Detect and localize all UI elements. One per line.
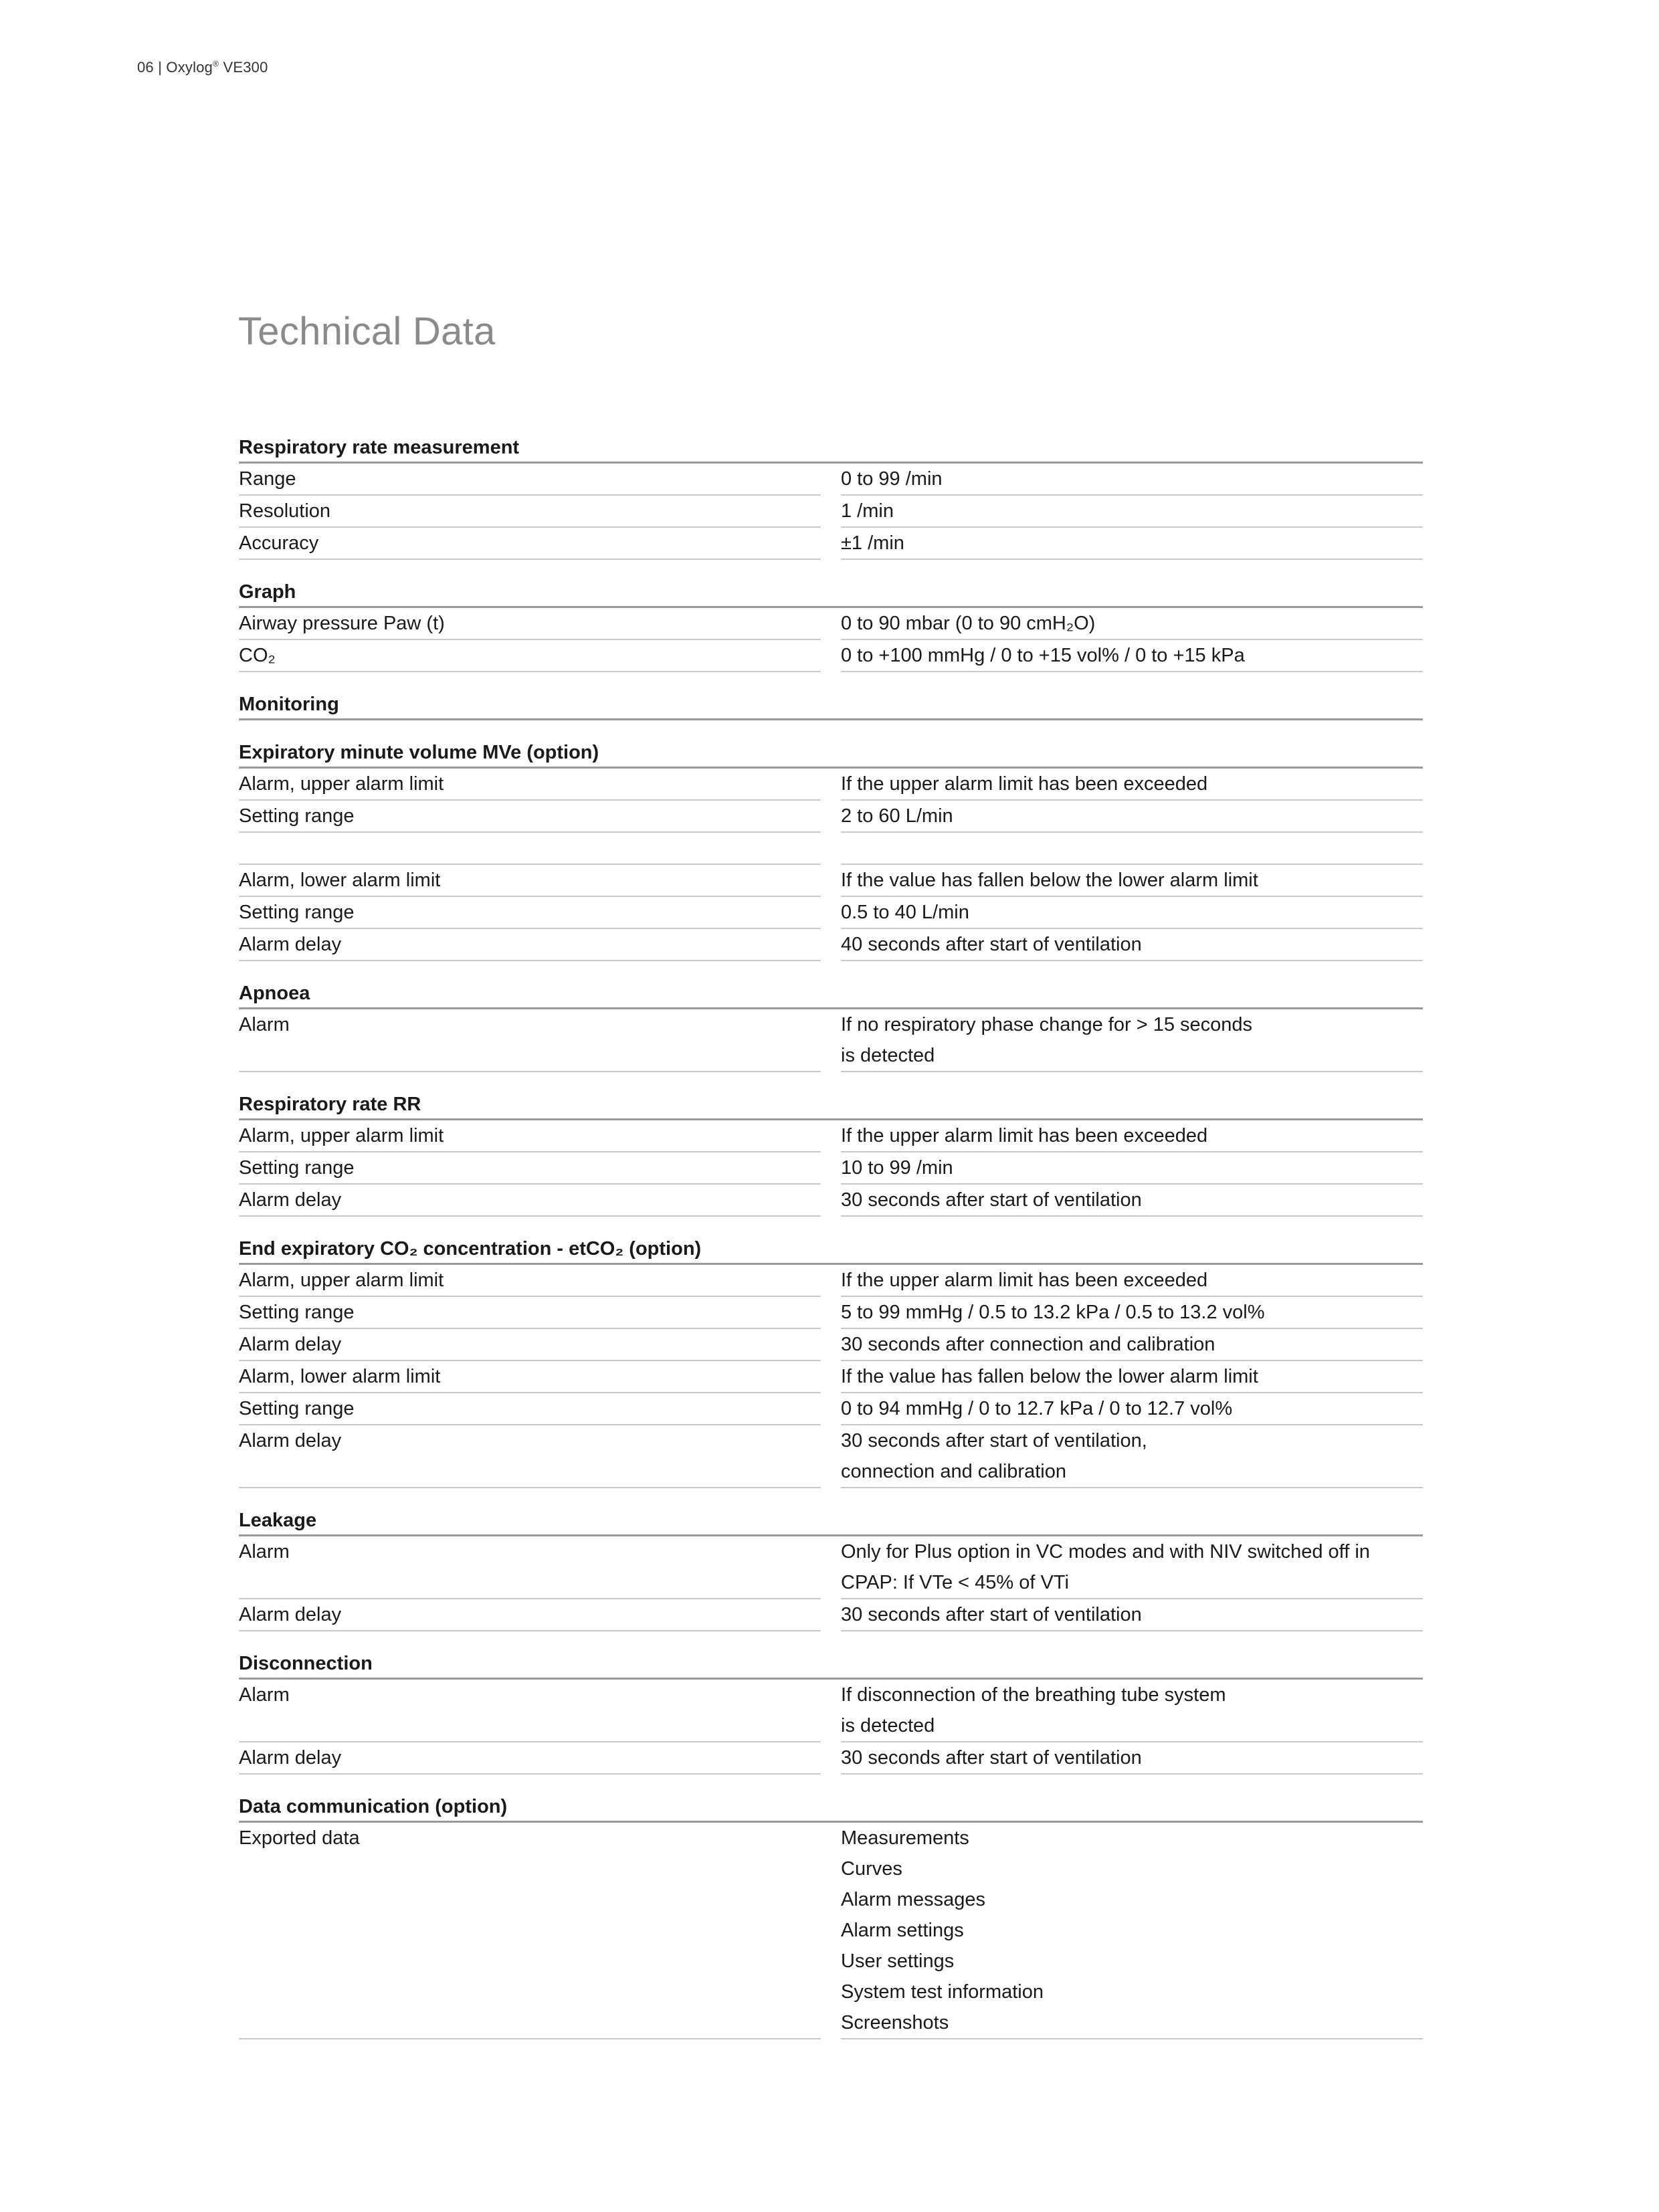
product-name: Oxylog (166, 59, 213, 76)
label-line: Airway pressure Paw (t) (239, 613, 445, 634)
label-line: Range (239, 468, 296, 490)
row-label (239, 1185, 821, 1217)
row-value (841, 640, 1423, 672)
row-value (841, 1536, 1423, 1599)
table-row (239, 1152, 1423, 1185)
value-line: If disconnection of the breathing tube system (841, 1684, 1226, 1706)
row-label (239, 1329, 821, 1361)
table-row (239, 865, 1423, 897)
row-value (841, 1185, 1423, 1217)
table-row (239, 496, 1423, 528)
table-row (239, 528, 1423, 560)
value-line: If the upper alarm limit has been exceeded (841, 1125, 1208, 1146)
value-line: 2 to 60 L/min (841, 805, 953, 827)
value-line: 30 seconds after start of ventilation (841, 1604, 1142, 1625)
table-row (239, 1265, 1423, 1297)
row-label (239, 1599, 821, 1631)
table-row (239, 1425, 1423, 1488)
table-row (239, 464, 1423, 496)
table-row (239, 929, 1423, 961)
row-label (239, 1680, 821, 1742)
value-line: Only for Plus option in VC modes and with NIV switched off in (841, 1541, 1370, 1563)
value-line: 40 seconds after start of ventilation (841, 934, 1142, 955)
value-line: 30 seconds after start of ventilation, (841, 1430, 1147, 1451)
label-line: Setting range (239, 1157, 355, 1179)
section-title: Expiratory minute volume MVe (option) (239, 738, 1423, 769)
row-label (239, 1297, 821, 1329)
table-row (239, 801, 1423, 833)
value-line: 0 to 94 mmHg / 0 to 12.7 kPa / 0 to 12.7 vol% (841, 1398, 1233, 1419)
header-separator: | (158, 59, 163, 76)
table-row (239, 1185, 1423, 1217)
row-label (239, 496, 821, 528)
row-label (239, 1823, 821, 2039)
row-label (239, 833, 821, 865)
label-line (239, 1946, 821, 1977)
value-line: Screenshots (841, 2012, 949, 2033)
value-line: 30 seconds after start of ventilation (841, 1747, 1142, 1769)
section-title: Respiratory rate RR (239, 1090, 1423, 1120)
row-label (239, 1536, 821, 1599)
row-value (841, 1680, 1423, 1742)
row-label (239, 608, 821, 640)
row-value (841, 1742, 1423, 1775)
value-line: Alarm settings (841, 1920, 964, 1941)
row-label (239, 528, 821, 560)
label-line: Alarm, upper alarm limit (239, 1125, 444, 1146)
value-line: 1 /min (841, 500, 894, 522)
label-line: Alarm delay (239, 1189, 342, 1211)
value-line: 5 to 99 mmHg / 0.5 to 13.2 kPa / 0.5 to 13.2 vol% (841, 1302, 1265, 1323)
table-row (239, 640, 1423, 672)
row-value (841, 1297, 1423, 1329)
value-line: 30 seconds after start of ventilation (841, 1189, 1142, 1211)
label-line: Setting range (239, 805, 355, 827)
label-line: Alarm delay (239, 1430, 342, 1451)
label-line: Alarm (239, 1014, 290, 1035)
row-value (841, 897, 1423, 929)
row-label (239, 1361, 821, 1393)
row-label (239, 1009, 821, 1072)
label-line: Alarm delay (239, 1334, 342, 1355)
label-line: Alarm, lower alarm limit (239, 1366, 441, 1387)
value-line: 10 to 99 /min (841, 1157, 953, 1179)
value-line: If the upper alarm limit has been exceeded (841, 773, 1208, 795)
label-line: Alarm delay (239, 934, 342, 955)
row-value (841, 1823, 1423, 2039)
table-row (239, 1297, 1423, 1329)
row-value (841, 528, 1423, 560)
product-model: VE300 (223, 59, 268, 76)
row-value (841, 801, 1423, 833)
label-line: Alarm (239, 1541, 290, 1563)
row-label (239, 1425, 821, 1488)
row-value (841, 1425, 1423, 1488)
table-row (239, 1329, 1423, 1361)
value-line: 0 to 90 mbar (0 to 90 cmH₂O) (841, 613, 1096, 634)
section-title: Leakage (239, 1506, 1423, 1536)
row-value (841, 865, 1423, 897)
value-line: is detected (841, 1715, 935, 1736)
value-line: CPAP: If VTe < 45% of VTi (841, 1572, 1069, 1593)
value-line: 0 to 99 /min (841, 468, 943, 490)
value-line: 0 to +100 mmHg / 0 to +15 vol% / 0 to +15 kPa (841, 645, 1245, 666)
section-title: Data communication (option) (239, 1793, 1423, 1823)
row-value (841, 1393, 1423, 1425)
label-line: Exported data (239, 1827, 360, 1849)
label-line (239, 1567, 821, 1598)
row-label (239, 1120, 821, 1152)
row-label (239, 464, 821, 496)
label-line: Alarm, upper alarm limit (239, 1270, 444, 1291)
row-value (841, 496, 1423, 528)
label-line: Alarm, lower alarm limit (239, 870, 441, 891)
technical-data-table (239, 433, 1423, 2039)
row-label (239, 929, 821, 961)
row-label (239, 1152, 821, 1185)
label-line: Accuracy (239, 532, 319, 554)
row-label (239, 1393, 821, 1425)
value-line: If the value has fallen below the lower alarm limit (841, 1366, 1258, 1387)
table-row (239, 1120, 1423, 1152)
table-row (239, 1393, 1423, 1425)
page-header (137, 59, 268, 76)
table-row (239, 608, 1423, 640)
value-line: 30 seconds after connection and calibration (841, 1334, 1215, 1355)
section-title: Monitoring (239, 690, 1423, 720)
row-label (239, 865, 821, 897)
section-title: End expiratory CO₂ concentration - etCO₂ (option) (239, 1235, 1423, 1265)
value-line: User settings (841, 1950, 955, 1972)
label-line (239, 1710, 821, 1741)
label-line (239, 1853, 821, 1884)
value-line: Measurements (841, 1827, 969, 1849)
row-label (239, 801, 821, 833)
row-value (841, 1152, 1423, 1185)
row-value (841, 1009, 1423, 1072)
page-title: Technical Data (238, 310, 496, 353)
row-value (841, 833, 1423, 865)
row-value (841, 608, 1423, 640)
value-line: System test information (841, 1981, 1044, 2003)
row-value (841, 1120, 1423, 1152)
section-title: Graph (239, 578, 1423, 608)
table-row (239, 1361, 1423, 1393)
value-line: ±1 /min (841, 532, 904, 554)
row-value (841, 1329, 1423, 1361)
row-label (239, 1265, 821, 1297)
table-row (239, 897, 1423, 929)
label-line: Alarm, upper alarm limit (239, 773, 444, 795)
table-row (239, 1742, 1423, 1775)
label-line: Setting range (239, 902, 355, 923)
value-line: If the value has fallen below the lower alarm limit (841, 870, 1258, 891)
table-row (239, 1823, 1423, 2039)
label-line (239, 1040, 821, 1071)
row-label (239, 640, 821, 672)
table-row (239, 769, 1423, 801)
section-title: Disconnection (239, 1649, 1423, 1680)
table-row (239, 1680, 1423, 1742)
value-line: If the upper alarm limit has been exceeded (841, 1270, 1208, 1291)
row-label (239, 897, 821, 929)
registered-mark: ® (213, 59, 219, 69)
label-line (239, 1456, 821, 1487)
section-title: Respiratory rate measurement (239, 433, 1423, 464)
table-row (239, 1599, 1423, 1631)
label-line: CO₂ (239, 645, 276, 666)
label-line (239, 1884, 821, 1915)
label-line: Setting range (239, 1302, 355, 1323)
table-row (239, 833, 1423, 865)
section-title: Apnoea (239, 979, 1423, 1009)
label-line: Alarm delay (239, 1604, 342, 1625)
row-value (841, 464, 1423, 496)
value-line: Curves (841, 1858, 902, 1880)
value-line: If no respiratory phase change for > 15 seconds (841, 1014, 1253, 1035)
label-line: Setting range (239, 1398, 355, 1419)
row-label (239, 769, 821, 801)
row-value (841, 929, 1423, 961)
page-number: 06 (137, 59, 154, 76)
value-line: Alarm messages (841, 1889, 985, 1910)
table-row (239, 1536, 1423, 1599)
label-line: Alarm (239, 1684, 290, 1706)
label-line: Alarm delay (239, 1747, 342, 1769)
row-value (841, 1599, 1423, 1631)
row-value (841, 1361, 1423, 1393)
row-value (841, 769, 1423, 801)
value-line: is detected (841, 1045, 935, 1066)
value-line: connection and calibration (841, 1461, 1066, 1482)
value-line: 0.5 to 40 L/min (841, 902, 969, 923)
label-line: Resolution (239, 500, 331, 522)
row-value (841, 1265, 1423, 1297)
label-line (239, 1915, 821, 1946)
row-label (239, 1742, 821, 1775)
label-line (239, 2007, 821, 2038)
label-line (239, 1977, 821, 2007)
table-row (239, 1009, 1423, 1072)
